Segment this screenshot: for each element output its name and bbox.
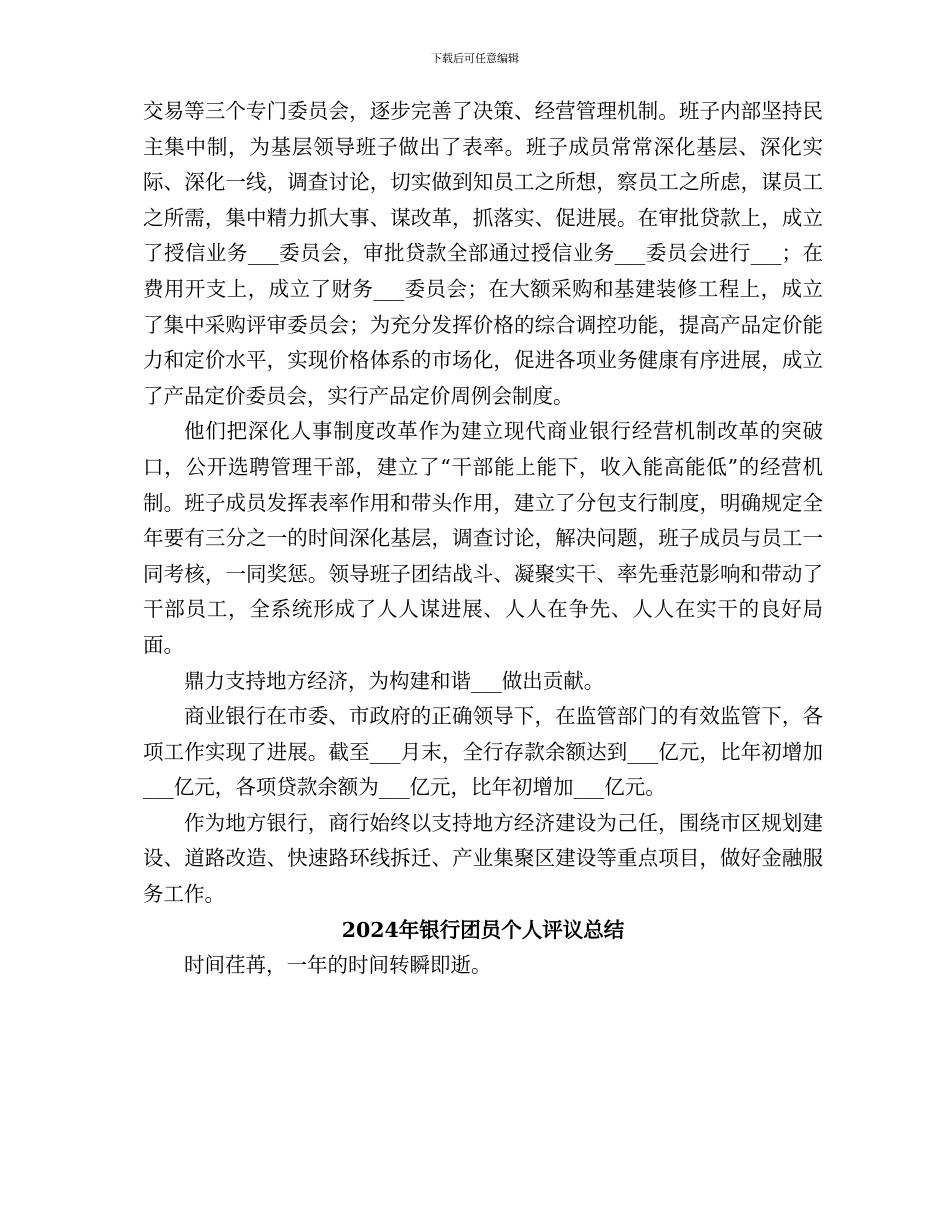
- paragraph-personnel-reform: 他们把深化人事制度改革作为建立现代商业银行经营机制改革的突破口，公开选聘管理干部，建立了“干部能上能下，收入能高能低”的经营机制。班子成员发挥表率作用和带头作用，建立了分包支行制度，明确规定全年要有三分之一的时间深化基层，调查讨论，解决问题，班子成员与员工一同考核，一同奖惩。领导班子团结战斗、凝聚实干、率先垂范影响和带动了干部员工，全系统形成了人人谋进展、人人在争先、人人在实干的良好局面。: [143, 419, 823, 657]
- paragraph-local-bank-role: 作为地方银行，商行始终以支持地方经济建设为己任，围绕市区规划建设、道路改造、快速路环线拆迁、产业集聚区建设等重点项目，做好金融服务工作。: [143, 810, 823, 907]
- paragraph-support-local-economy: 鼎力支持地方经济，为构建和谐___做出贡献。: [184, 668, 605, 693]
- document-body: [143, 94, 823, 984]
- paragraph-closing: 时间荏苒，一年的时间转瞬即逝。: [184, 953, 492, 978]
- page-header-note: 下载后可任意编辑: [431, 52, 519, 65]
- paragraph-committees: 交易等三个专门委员会，逐步完善了决策、经营管理机制。班子内部坚持民主集中制，为基层领导班子做出了表率。班子成员常常深化基层、深化实际、深化一线，调查讨论，切实做到知员工之所想，察员工之所虑，谋员工之所需，集中精力抓大事、谋改革，抓落实、促进展。在审批贷款上，成立了授信业务___委员会，审批贷款全部通过授信业务___委员会进行___；在费用开支上，成立了财务___委员会；在大额采购和基建装修工程上，成立了集中采购评审委员会；为充分发挥价格的综合调控功能，提高产品定价能力和定价水平，实现价格体系的市场化，促进各项业务健康有序进展，成立了产品定价委员会，实行产品定价周例会制度。: [143, 99, 823, 408]
- section-title: 2024年银行团员个人评议总结: [341, 917, 625, 942]
- paragraph-deposits-loans: 商业银行在市委、市政府的正确领导下，在监管部门的有效监管下，各项工作实现了进展。截至___月末，全行存款余额达到___亿元，比年初增加___亿元，各项贷款余额为___亿元，比年初增加___亿元。: [143, 704, 823, 800]
